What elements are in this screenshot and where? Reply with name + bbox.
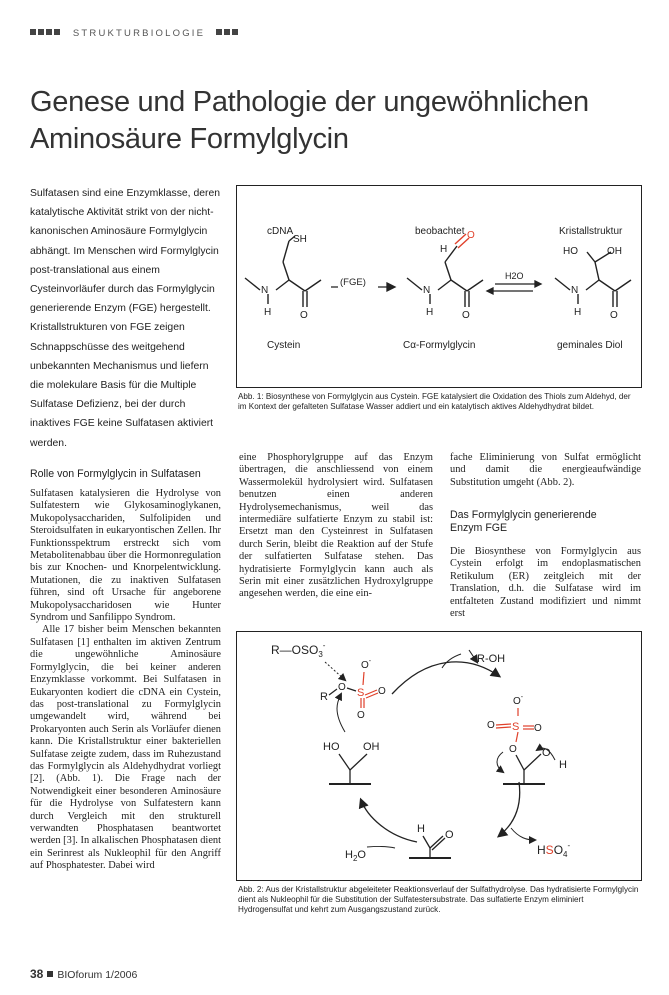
section-1-paragraph-2: Alle 17 bisher beim Menschen bekannten Sulfatasen [1] enthalten im aktiven Zentrum die ungewöhnliche Aminosäure Formylglycin, die bei keiner anderen Enzymklasse vorkommt. Bei Sulfatasen in Eukaryonten kodiert die cDNA ein Cystein, das post-translational zu Formylglycin umgewandelt wird, während bei Prokaryonten auch Serin als Vorläufer dienen kann. Die Kristallstruktur einer bakteriellen Sulfatase zeigte zudem, dass im Ruhezustand das Formylglycin als Aldehydhydrat vorliegt [2]. (Abb. 1). Die Frage nach der Notwendigkeit einer besonderen Aminosäure für die Hydrolyse von Sulfatestern kann durch Vergleich mit den strukturell verwandten Phosphatasen beantwortet werden [3]. In alkalischen Phosphatasen dient ein Serinrest als Nukleophil für den Angriff auf Phosphatester. Dabei wird — [30, 624, 222, 872]
figure-2-caption: Abb. 2: Aus der Kristallstruktur abgeleiteter Reaktionsverlauf der Sulfathydrolyse. Das hydratisierte Formylglycin dient als Nukleophil für die Substitution der Sulfatestersubstrate. Das sulfatierte Enzym eliminiert Hydrogensulfat und kehrt zum Ausgangszustand zurück. — [238, 885, 639, 914]
label-observed: beobachtet — [415, 226, 465, 237]
section-label: STRUKTURBIOLOGIE — [72, 28, 206, 39]
svg-text:O-: O- — [361, 658, 372, 671]
section-header — [30, 28, 240, 39]
svg-text:O: O — [509, 744, 517, 755]
section-1-paragraph-1: Sulfatasen katalysieren die Hydrolyse von Sulfatestern wie Glykosaminoglykanen, Mukopolysacchariden, Sulfolipiden und Steroidsulfaten in eukaryontischen Zellen. Ihr Funktionsspektrum erstreckt sich vom Metabolitenabbau über die Hormonregulation bis zur Knochen- und Knorpelentwicklung. Mutationen, die zu inaktiven Sulfatasen führen, sind oft Ursache für angeborene Mukopolysaccharidosen wie Hunter Syndrom und Sanfilippo Syndrom. — [30, 488, 221, 624]
journal-name: BIOforum 1/2006 — [57, 969, 138, 981]
svg-text:OH: OH — [363, 741, 380, 753]
atom-sh: SH — [293, 234, 307, 245]
substrate-label: $R—OSO_3^-$ — [271, 641, 326, 659]
svg-text:H: H — [417, 823, 425, 835]
svg-text:HSO4-: $HSO_4^-$ — [537, 841, 571, 859]
svg-text:H2O: $H_2O$ — [345, 849, 366, 863]
page-number: 38 — [30, 967, 44, 981]
svg-text:O: O — [487, 720, 495, 731]
svg-text:HO: HO — [323, 741, 340, 753]
svg-text:O: O — [542, 747, 551, 759]
page-footer — [30, 967, 137, 981]
atom-ho: HO — [563, 246, 578, 257]
atom-h-1: H — [264, 307, 272, 318]
atom-o-2: O — [462, 310, 470, 321]
svg-text:R-OH: R-OH — [477, 653, 506, 665]
atom-n-2: N — [423, 285, 431, 296]
label-formylglycine: Cα-Formylglycin — [403, 340, 476, 351]
atom-n-1: N — [261, 285, 269, 296]
article-title — [30, 84, 640, 158]
atom-o-aldehyde: O — [467, 230, 475, 241]
figure-1-caption: Abb. 1: Biosynthese von Formylglycin aus Cystein. FGE katalysiert die Oxidation des Thiols zum Aldehyd, der im Kontext der gefalteten Sulfatase Wasser addiert und ein katalytisch aktives Aldehydhydrat bildet. — [238, 392, 631, 411]
svg-text:O: O — [445, 829, 454, 841]
figure-2 — [236, 631, 642, 881]
svg-text:S: S — [357, 687, 365, 699]
atom-h-3: H — [574, 307, 582, 318]
intro-paragraph: Sulfatasen sind eine Enzymklasse, deren katalytische Aktivität strikt von der nicht-kanonischen Aminosäure Formylglycin abhängt. Im Menschen wird Formylglycin post-translational aus einem Cysteinvorläufer durch das Formylglycin generierende Enzym (FGE) hergestellt. Kristallstrukturen von FGE zeigen Schnappschüsse des weitgehend unbekannten Mechanismus und liefern die molekulare Basis für die Multiple Sulfatase Defizienz, bei der durch inaktives FGE keine Sulfatasen aktiviert werden. — [30, 188, 221, 449]
column-2 — [239, 452, 433, 601]
section-2-paragraph: Die Biosynthese von Formylglycin aus Cystein erfolgt im endoplasmatischen Retikulum (ER) zeitgleich mit der Translation, d.h. die Sulfatase wird im entfalteten Zustand modifiziert und nimmt erst — [450, 546, 641, 620]
label-crystal: Kristallstruktur — [559, 226, 623, 237]
label-water: H2O — [505, 271, 524, 281]
atom-o-3: O — [610, 310, 618, 321]
svg-text:O: O — [534, 723, 542, 734]
figure-2-diagram — [237, 632, 641, 880]
atom-o-1: O — [300, 310, 308, 321]
svg-text:O: O — [338, 682, 346, 693]
atom-n-3: N — [571, 285, 579, 296]
svg-text:R: R — [320, 691, 328, 703]
title-line-1: Genese und Pathologie der ungewöhnlichen — [30, 86, 589, 118]
column-2-paragraph: eine Phosphorylgruppe auf das Enzym übertragen, die anschliessend von einem Wassermolekül hydrolysiert wird. Sulfatasen benutzen einen anderen Hydrolysemechanismus, weil das intermediäre sulfatierte Enzym zu stabil ist: Ersetzt man den Cysteinrest in Sulfatasen durch Serin, bleibt die Reaktion auf der Stufe der sulfatierten Sulfatase stehen. Das hydratisierte Formylglycin kann auch als Serin mit einer zusätzlichen Hydroxylgruppe angesehen werden, die eine ein- — [239, 452, 433, 600]
column-3 — [450, 452, 641, 489]
figure-1-diagram — [237, 186, 641, 387]
atom-h-aldehyde: H — [440, 244, 448, 255]
atom-h-2: H — [426, 307, 434, 318]
section-1-heading: Rolle von Formylglycin in Sulfatasen — [30, 468, 201, 480]
svg-text:S: S — [512, 721, 520, 733]
svg-text:O: O — [357, 710, 365, 721]
svg-text:H: H — [559, 759, 567, 771]
label-fge: (FGE) — [340, 277, 366, 288]
svg-text:O-: O- — [513, 694, 524, 707]
atom-oh: OH — [607, 246, 622, 257]
figure-1 — [236, 185, 642, 388]
column-1 — [30, 488, 221, 873]
label-cdna: cDNA — [267, 226, 294, 237]
label-diol: geminales Diol — [557, 340, 623, 351]
column-3-paragraph: fache Eliminierung von Sulfat ermöglicht und damit die energieaufwändige Substitution umgeht (Abb. 2). — [450, 452, 641, 488]
label-cysteine: Cystein — [267, 340, 301, 351]
footer-square — [47, 971, 53, 977]
square-marker — [30, 29, 36, 35]
title-line-2: Aminosäure Formylglycin — [30, 123, 349, 155]
svg-text:O: O — [378, 686, 386, 697]
section-2-heading: Das Formylglycin generierende Enzym FGE — [450, 509, 597, 534]
column-3-section-2 — [450, 546, 641, 620]
